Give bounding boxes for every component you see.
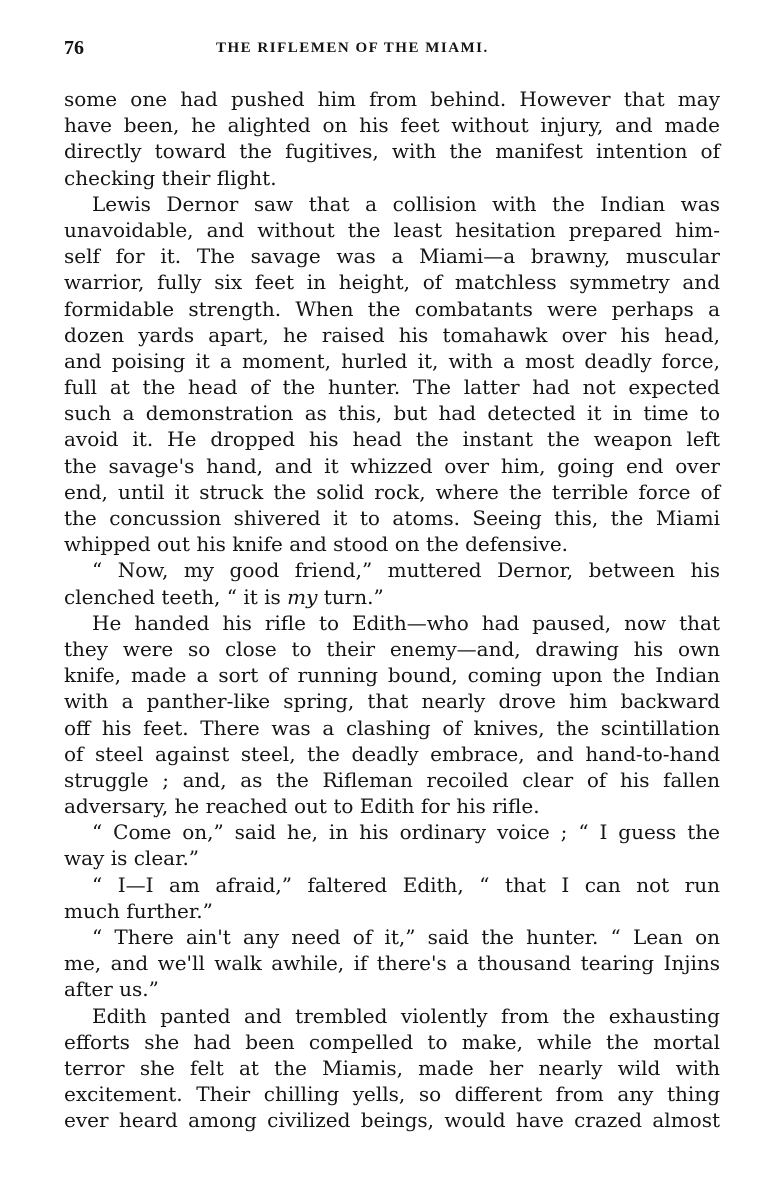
text-line: “ I—I am afraid,” faltered Edith, “ that I can not run [92, 872, 720, 897]
text-line: dozen yards apart, he raised his tomahawk over his head, [64, 322, 720, 347]
text-line: struggle ; and, as the Rifleman recoiled clear of his fallen [64, 767, 720, 792]
text-line: terror she felt at the Miamis, made her nearly wild with [64, 1055, 720, 1080]
text-line: the savage's hand, and it whizzed over him, going end over [64, 453, 720, 478]
italic-word: my [287, 584, 318, 609]
running-title: THE RIFLEMEN OF THE MIAMI. [216, 40, 489, 56]
text-line: Lewis Dernor saw that a collision with the Indian was [92, 191, 720, 216]
text-line: whipped out his knife and stood on the defensive. [64, 532, 569, 557]
text-line: Edith panted and trembled violently from the exhausting [92, 1003, 720, 1028]
text-line: much further.” [64, 898, 213, 923]
text-line: formidable strength. When the combatants were perhaps a [64, 296, 720, 321]
body-text [64, 86, 720, 1134]
text-line: me, and we'll walk awhile, if there's a thousand tearing Injins [64, 951, 720, 976]
text-line: after us.” [64, 977, 159, 1002]
text-line: directly toward the fugitives, with the manifest intention of [64, 139, 720, 164]
text-line: excitement. Their chilling yells, so different from any thing [64, 1082, 720, 1107]
page-number: 76 [64, 37, 84, 59]
text-line: with a panther-like spring, that nearly drove him backward [64, 689, 720, 714]
text-line: and poising it a moment, hurled it, with a most deadly force, [64, 348, 720, 373]
text-line: avoid it. He dropped his head the instant the weapon left [64, 427, 720, 452]
text-line: warrior, fully six feet in height, of matchless symmetry and [64, 270, 720, 295]
text-line: “ Come on,” said he, in his ordinary voice ; “ I guess the [92, 820, 720, 845]
text-line: “ There ain't any need of it,” said the hunter. “ Lean on [92, 925, 720, 949]
text-line: have been, he alighted on his feet without injury, and made [64, 113, 720, 138]
text-line: checking their flight. [64, 165, 277, 190]
text-line: efforts she had been compelled to make, while the mortal [64, 1029, 720, 1054]
text-line: off his feet. There was a clashing of knives, the scintillation [64, 715, 720, 740]
text-line: “ Now, my good friend,” muttered Dernor, between his [92, 558, 720, 583]
text-line: self for it. The savage was a Miami—a brawny, muscular [64, 244, 720, 269]
text-line: knife, made a sort of running bound, coming upon the Indian [64, 663, 720, 688]
text-line: ever heard among civilized beings, would have crazed almost [64, 1108, 720, 1133]
text-line: full at the head of the hunter. The latter had not expected [64, 375, 720, 400]
text-line: the concussion shivered it to atoms. Seeing this, the Miami [64, 506, 720, 530]
text-segment: clenched teeth, “ it is [64, 584, 288, 609]
text-line: of steel against steel, the deadly embrace, and hand-to-hand [64, 741, 720, 766]
text-segment: turn.” [317, 584, 384, 609]
text-line: way is clear.” [64, 846, 200, 871]
text-line: such a demonstration as this, but had detected it in time to [64, 401, 720, 426]
text-line: some one had pushed him from behind. However that may [64, 87, 720, 111]
text-line: adversary, he reached out to Edith for his rifle. [64, 794, 540, 819]
text-line: He handed his rifle to Edith—who had paused, now that [92, 610, 720, 635]
text-line: they were so close to their enemy—and, drawing his own [64, 636, 720, 661]
text-line: unavoidable, and without the least hesitation prepared him- [64, 217, 720, 242]
text-line-emphasis [64, 584, 720, 610]
text-line: end, until it struck the solid rock, where the terrible force of [64, 479, 720, 504]
